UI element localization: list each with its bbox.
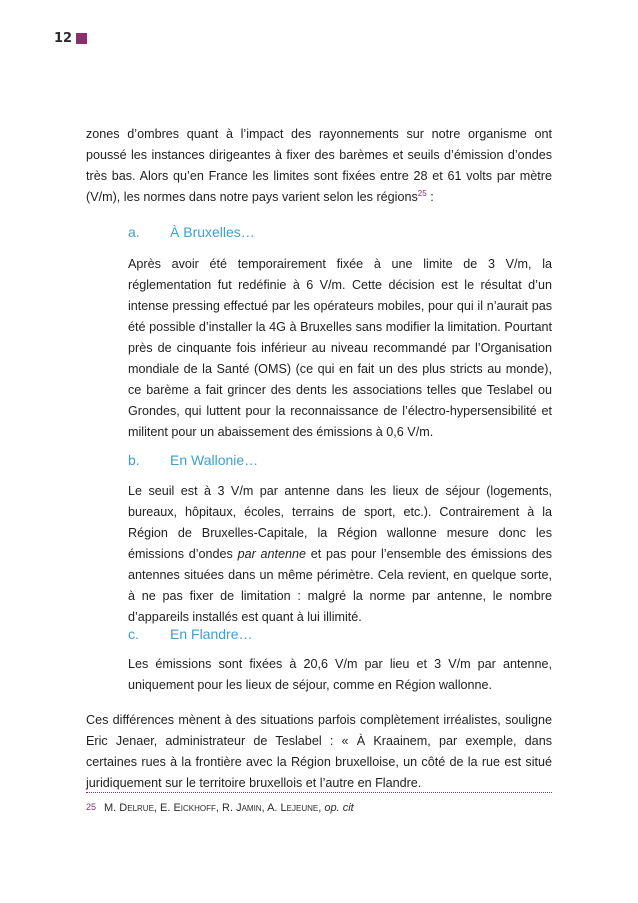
section-heading-bruxelles bbox=[128, 224, 255, 240]
page-marker-square bbox=[76, 33, 87, 44]
section-emphasis: par antenne bbox=[237, 547, 307, 561]
page-number bbox=[54, 31, 87, 46]
section-heading-flandre bbox=[128, 626, 252, 642]
section-paragraph-bruxelles: Après avoir été temporairement fixée à une limite de 3 V/m, la réglementation fut redéfinie à 6 V/m. Cette décision est le résultat d’un intense pressing effectué par les opérateurs mobiles, pour qui il n’aurait pas été possible d’installer la 4G à Bruxelles sans modifier la limitation. Pourtant près de cinquante fois inférieur au niveau recommandé par l’Organisation mondiale de la Santé (OMS) (ce qui en fait un des plus stricts au monde), ce barème a fait grincer des dents les associations telles que Teslabel ou Grondes, qui luttent pour la reconnaissance de l’électro-hypersensibilité et militent pour un abaissement des émissions à 0,6 V/m. bbox=[128, 257, 552, 439]
section-title: En Wallonie… bbox=[170, 452, 259, 468]
page-number-text: 12 bbox=[54, 31, 73, 46]
section-letter: c. bbox=[128, 626, 139, 642]
section-paragraph-flandre: Les émissions sont fixées à 20,6 V/m par lieu et 3 V/m par antenne, uniquement pour les lieux de séjour, comme en Région wallonne. bbox=[128, 657, 552, 692]
intro-text: zones d’ombres quant à l’impact des rayonnements sur notre organisme ont poussé les instances dirigeantes à fixer des barèmes et seuils d’émission d’ondes très bas. Alors qu’en France les limites sont fixées entre 28 et 61 volts par mètre (V/m), les normes dans notre pays varient selon les régions bbox=[86, 127, 552, 204]
section-paragraph-wallonie bbox=[128, 481, 552, 628]
intro-tail: : bbox=[426, 190, 434, 204]
section-text: Le seuil est à 3 V/m par antenne dans les lieux de séjour (logements, bureaux, hôpitaux, écoles, terrains de sport, etc.). Contrairement à la Région de Bruxelles-Capitale, la Région wallonne mesure donc les émissions d’ondes bbox=[128, 484, 552, 561]
footnote-authors: M. Delrue, E. Eickhoff, R. Jamin, A. Lejeune, bbox=[104, 802, 322, 814]
section-title: En Flandre… bbox=[170, 626, 253, 642]
footnote bbox=[86, 802, 354, 814]
section-letter: a. bbox=[128, 224, 140, 240]
section-text: et pas pour l’ensemble des émissions des antennes situées dans un même périmètre. Cela revient, en quelque sorte, à ne pas fixer de limitation : malgré la norme par antenne, le nombre d’appareils installés est quant à lui illimité. bbox=[128, 547, 552, 624]
section-heading-wallonie bbox=[128, 452, 258, 468]
footnote-ref[interactable]: 25 bbox=[417, 188, 427, 198]
intro-paragraph bbox=[86, 124, 552, 208]
section-title: À Bruxelles… bbox=[170, 224, 255, 240]
footnote-ref-text: op. cit bbox=[324, 802, 354, 814]
section-letter: b. bbox=[128, 452, 140, 468]
footnote-divider bbox=[86, 792, 552, 793]
closing-paragraph: Ces différences mènent à des situations parfois complètement irréalistes, souligne Eric Jenaer, administrateur de Teslabel : « À Kraainem, par exemple, dans certaines rues à la frontière avec la Région bruxelloise, un côté de la rue est situé juridiquement sur le territoire bruxellois et l’autre en Flandre. bbox=[86, 713, 552, 790]
footnote-number: 25 bbox=[86, 802, 97, 812]
